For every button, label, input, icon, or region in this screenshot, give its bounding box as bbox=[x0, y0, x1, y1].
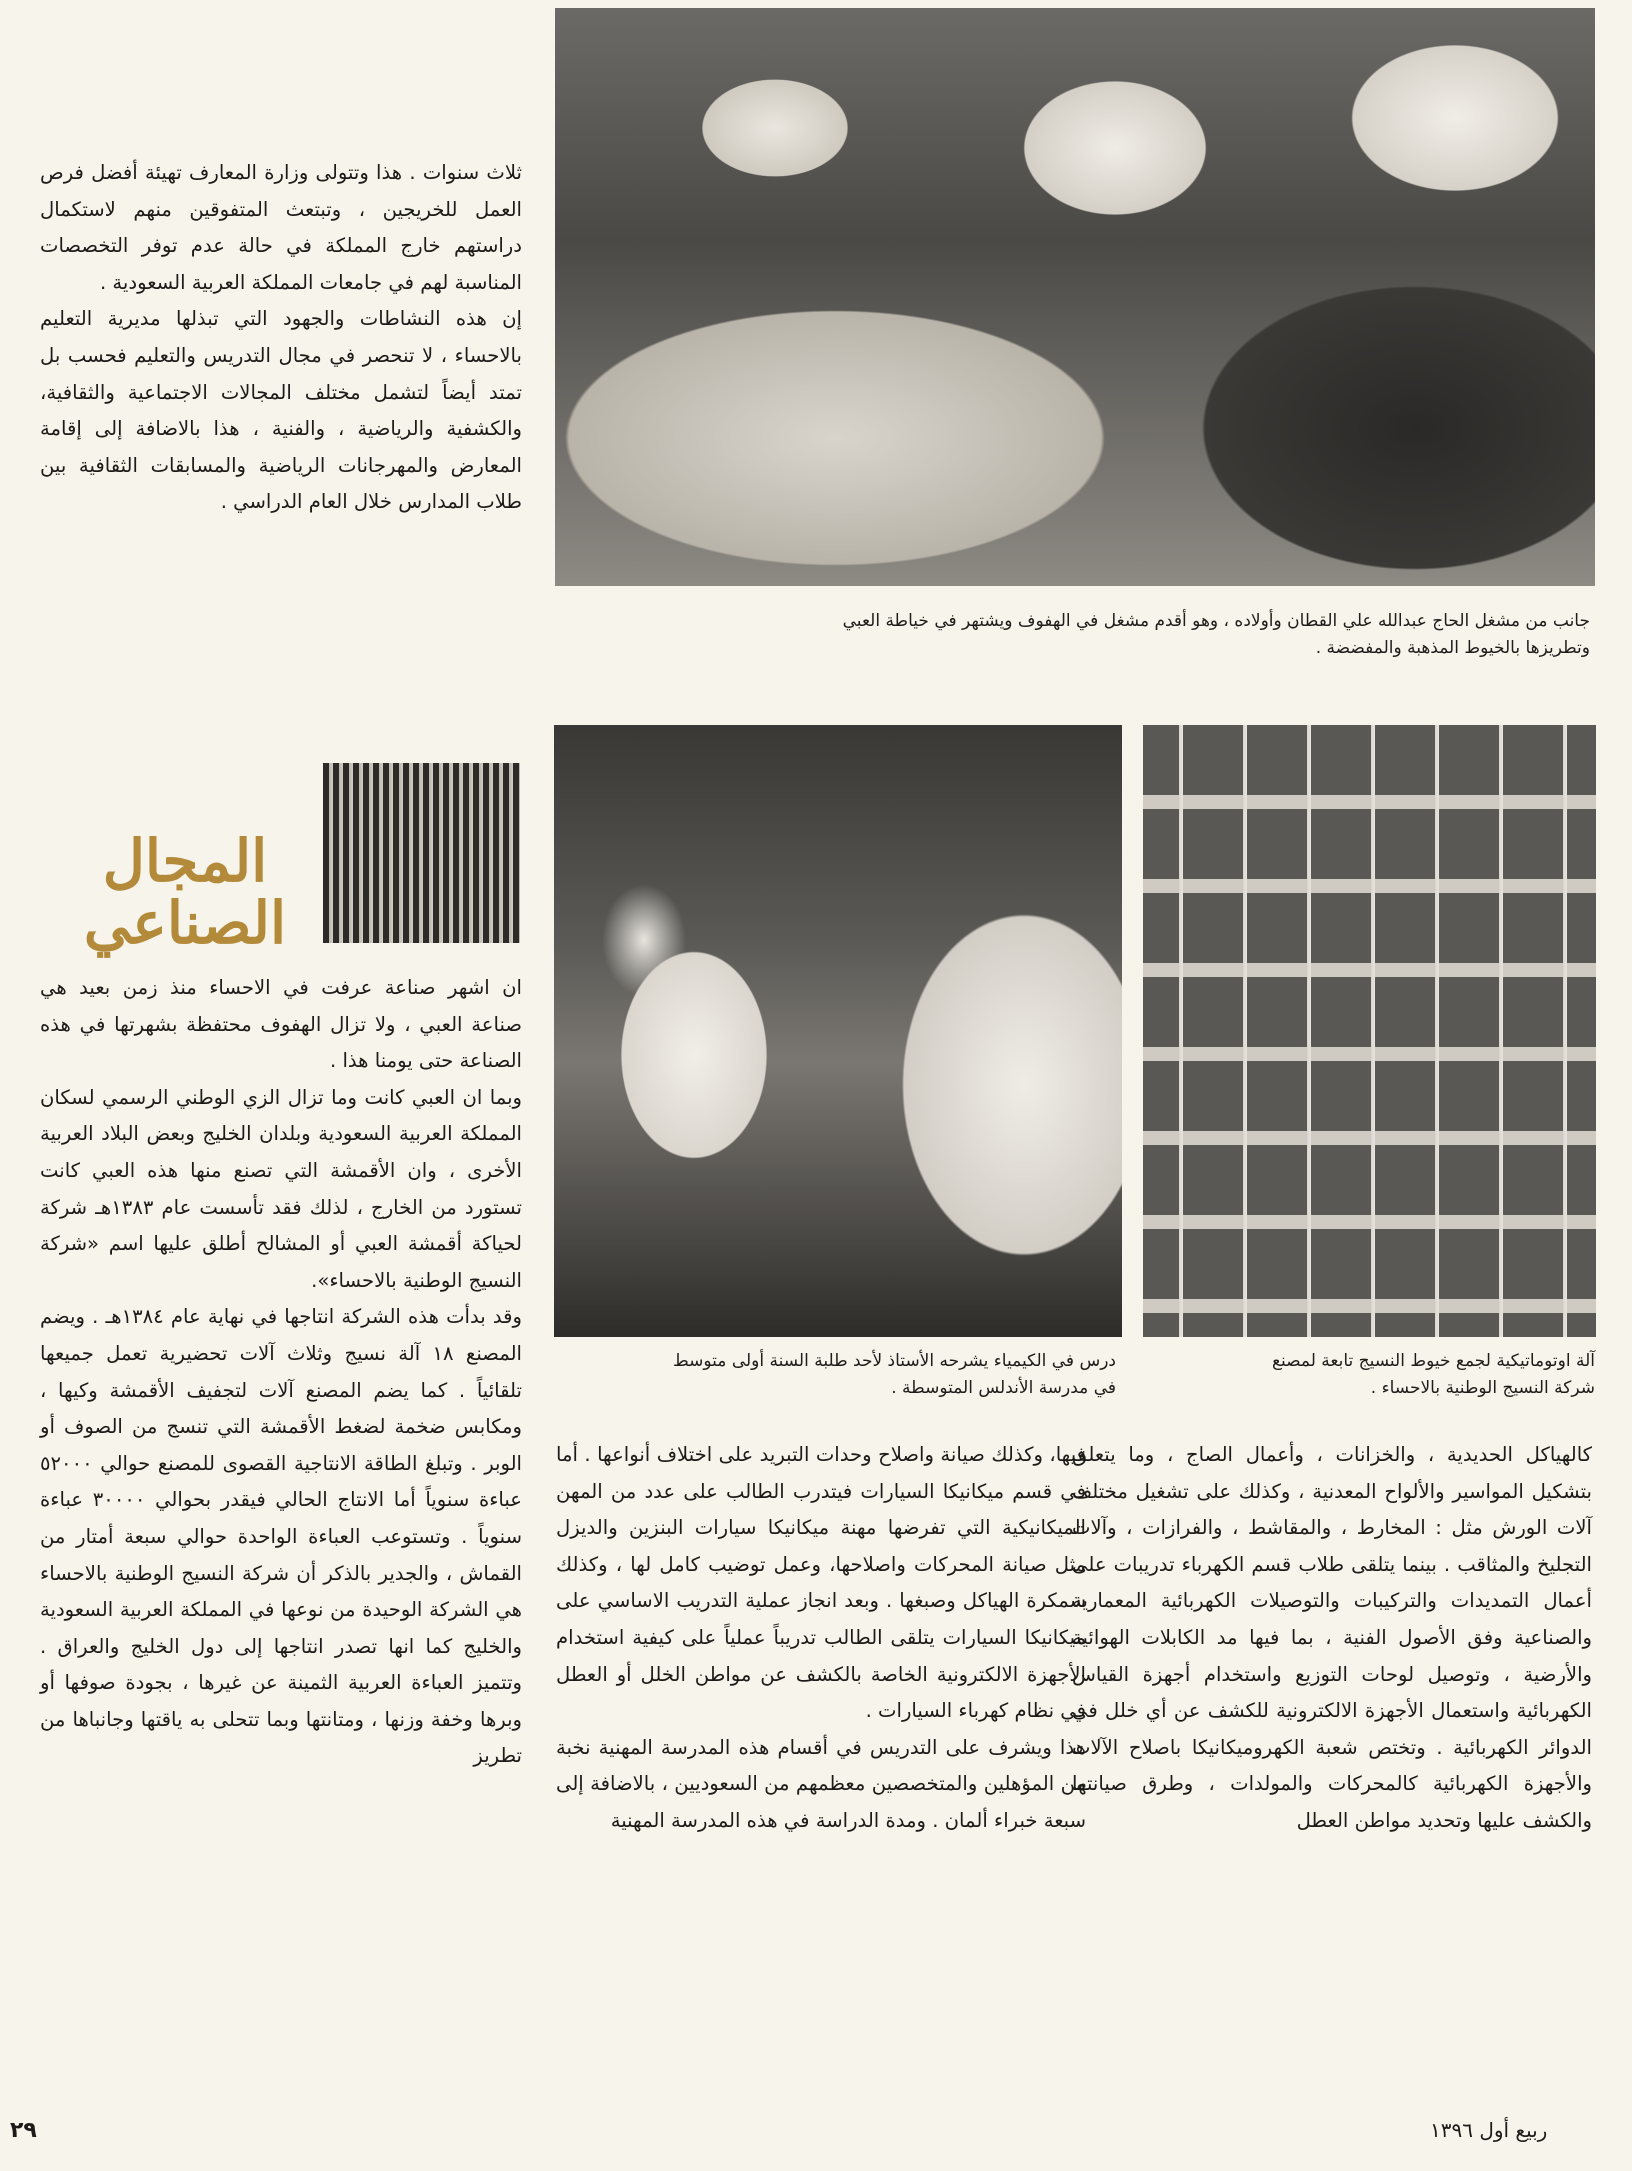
article-column-left-top bbox=[40, 155, 522, 521]
chemistry-lesson-caption bbox=[556, 1348, 1116, 1402]
caption-line: في مدرسة الأندلس المتوسطة . bbox=[891, 1378, 1116, 1398]
caption-line: آلة اوتوماتيكية لجمع خيوط النسيج تابعة لمصنع bbox=[1271, 1351, 1595, 1371]
paragraph: وبما ان العبي كانت وما تزال الزي الوطني الرسمي لسكان المملكة العربية السعودية وبلدان الخليج وبعض البلاد العربية الأخرى ، وان الأقمشة التي تصنع منها هذه العبي كانت تستورد من الخارج ، لذلك فقد تأسست عام ١٣٨٣هـ شركة لحياكة أقمشة العبي أو المشالح أطلق عليها اسم «شركة النسيج الوطنية بالاحساء». bbox=[40, 1085, 522, 1292]
article-column-left-bottom bbox=[40, 970, 522, 1775]
embroidery-workshop-caption bbox=[560, 608, 1590, 662]
article-column-middle bbox=[556, 1437, 1086, 1840]
paragraph: وقد بدأت هذه الشركة انتاجها في نهاية عام ١٣٨٤هـ . ويضم المصنع ١٨ آلة نسيج وثلاث آلات تحضيرية تعمل جميعها تلقائياً . كما يضم المصنع آلات لتجفيف الأقمشة وكيها ، ومكابس ضخمة لضغط الأقمشة التي تنسج من الصوف أو الوبر . وتبلغ الطاقة الانتاجية القصوى للمصنع حوالي ٥٢٠٠٠ عباءة سنوياً أما الانتاج الحالي فيقدر بحوالي ٣٠٠٠٠ عباءة سنوياً . وتستوعب العباءة الواحدة حوالي سبعة أمتار من القماش ، والجدير بالذكر أن شركة النسيج الوطنية بالاحساء هي الشركة الوحيدة من نوعها في المملكة العربية السعودية والخليج كما انها تصدر انتاجها إلى دول الخليج والعراق . وتتميز العباءة العربية الثمينة عن غيرها ، بجودة صوفها أو وبرها وخفة وزنها ، ومتانتها وبما تتحلى به ياقتها وجانباها من تطريز bbox=[40, 1305, 523, 1768]
issue-date: ربيع أول ١٣٩٦ bbox=[1430, 2118, 1548, 2142]
section-heading-line2: الصناعي bbox=[83, 889, 287, 957]
loom-thumbnail-photo bbox=[323, 763, 520, 943]
article-column-right bbox=[1072, 1437, 1592, 1840]
caption-line: وتطريزها بالخيوط المذهبة والمفضضة . bbox=[1315, 638, 1590, 658]
caption-line: شركة النسيج الوطنية بالاحساء . bbox=[1370, 1378, 1595, 1398]
page-number: ٢٩ bbox=[10, 2118, 37, 2143]
textile-machine-caption bbox=[1145, 1348, 1595, 1402]
paragraph: كالهياكل الحديدية ، والخزانات ، وأعمال الصاج ، وما يتعلق بتشكيل المواسير والألواح المعدنية ، وكذلك على تشغيل مختلف آلات الورش مثل : المخارط ، والمقاشط ، والفرازات ، وآلات التجليخ والمثاقب . بينما يتلقى طلاب قسم الكهرباء تدريبات على أعمال التمديدات والتركيبات والتوصيلات الكهربائية المعمارية والصناعية وفق الأصول الفنية ، بما فيها مد الكابلات الهوائية والأرضية ، وتوصيل لوحات التوزيع واستخدام أجهزة القياس الكهربائية واستعمال الأجهزة الالكترونية للكشف عن أي خلل في الدوائر الكهربائية . وتختص شعبة الكهروميكانيكا باصلاح الآلات والأجهزة الكهربائية كالمحركات والمولدات ، وطرق صيانتها والكشف عليها وتحديد مواطن العطل bbox=[1072, 1443, 1592, 1832]
paragraph: إن هذه النشاطات والجهود التي تبذلها مديرية التعليم بالاحساء ، لا تنحصر في مجال التدريس والتعليم فحسب بل تمتد أيضاً لتشمل مختلف المجالات الاجتماعية والثقافية، والكشفية والرياضية ، والفنية ، هذا بالاضافة إلى إقامة المعارض والمهرجانات الرياضية والمسابقات الثقافية بين طلاب المدارس خلال العام الدراسي . bbox=[40, 307, 522, 514]
section-heading bbox=[40, 827, 330, 960]
paragraph: هذا ويشرف على التدريس في أقسام هذه المدرسة المهنية نخبة من المؤهلين والمتخصصين معظمهم من السعوديين ، بالاضافة إلى سبعة خبراء ألمان . ومدة الدراسة في هذه المدرسة المهنية bbox=[556, 1735, 1086, 1832]
caption-line: درس في الكيمياء يشرحه الأستاذ لأحد طلبة السنة أولى متوسط bbox=[673, 1351, 1116, 1371]
embroidery-workshop-photo bbox=[555, 8, 1595, 586]
textile-machine-photo bbox=[1143, 725, 1596, 1337]
paragraph: فيها، وكذلك صيانة واصلاح وحدات التبريد على اختلاف أنواعها . أما في قسم ميكانيكا السيارات فيتدرب الطالب على عدد من المهن الميكانيكية التي تفرضها مهنة ميكانيكا سيارات البنزين والديزل مثل صيانة المحركات واصلاحها، وعمل توضيب كامل لها ، وكذلك سمكرة الهياكل وصبغها . وبعد انجاز عملية التدريب الاساسي على ميكانيكا السيارات يتلقى الطالب تدريباً عملياً على كيفية استخدام الأجهزة الالكترونية الخاصة بالكشف عن مواطن الخلل أو العطل في نظام كهرباء السيارات . bbox=[556, 1443, 1086, 1723]
paragraph: ثلاث سنوات . هذا وتتولى وزارة المعارف تهيئة أفضل فرص العمل للخريجين ، وتبتعث المتفوقين منهم لاستكمال دراستهم خارج المملكة في حالة عدم توفر التخصصات المناسبة لهم في جامعات المملكة العربية السعودية . bbox=[40, 161, 522, 294]
paragraph: ان اشهر صناعة عرفت في الاحساء منذ زمن بعيد هي صناعة العبي ، ولا تزال الهفوف محتفظة بشهرتها في هذه الصناعة حتى يومنا هذا . bbox=[40, 976, 522, 1073]
chemistry-lesson-photo bbox=[554, 725, 1122, 1337]
caption-line: جانب من مشغل الحاج عبدالله علي القطان وأولاده ، وهو أقدم مشغل في الهفوف ويشتهر في خياطة العبي bbox=[842, 611, 1590, 631]
section-heading-line1: المجال bbox=[102, 827, 268, 895]
